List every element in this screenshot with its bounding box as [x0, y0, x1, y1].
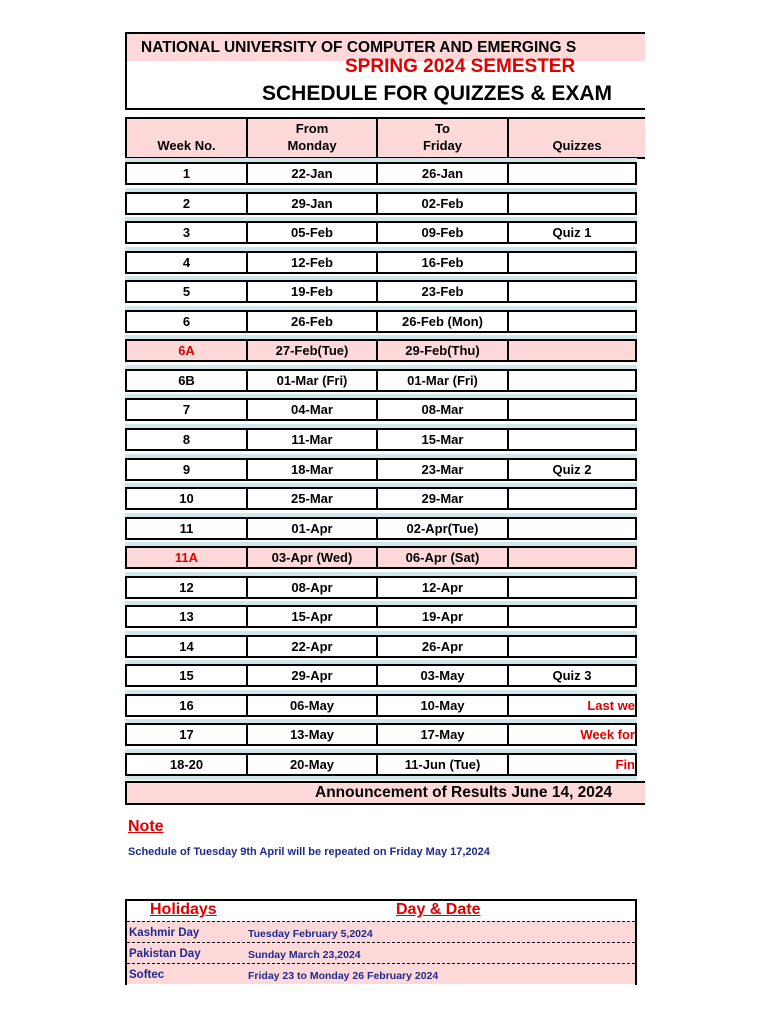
- cell-from: 15-Apr: [248, 607, 378, 626]
- cell-from: 12-Feb: [248, 253, 378, 272]
- cell-from: 18-Mar: [248, 460, 378, 479]
- row-separator: [125, 776, 637, 780]
- cell-week: 12: [127, 578, 248, 597]
- cell-week: 6A: [127, 341, 248, 360]
- university-name: NATIONAL UNIVERSITY OF COMPUTER AND EMERGING S: [127, 34, 645, 61]
- cell-from: 27-Feb(Tue): [248, 341, 378, 360]
- cell-quiz: Quiz 3: [552, 668, 592, 683]
- cell-week: 1: [127, 164, 248, 183]
- table-row: [125, 664, 637, 687]
- cell-week: 14: [127, 637, 248, 656]
- cell-to: 29-Feb(Thu): [378, 341, 509, 360]
- cell-to: 10-May: [378, 696, 509, 715]
- cell-quiz: [509, 282, 635, 301]
- cell-quiz: [509, 430, 635, 449]
- cell-week: 6: [127, 312, 248, 331]
- cell-quiz: Quiz 2: [552, 462, 592, 477]
- cell-quiz: [509, 341, 635, 360]
- cell-quiz: [509, 253, 635, 272]
- table-row: [125, 605, 637, 628]
- table-row: [125, 723, 637, 746]
- cell-to: 26-Feb (Mon): [378, 312, 509, 331]
- cell-to: 03-May: [378, 666, 509, 685]
- table-row: [125, 487, 637, 510]
- cell-week: 7: [127, 400, 248, 419]
- table-row: [125, 428, 637, 451]
- cell-to: 29-Mar: [378, 489, 509, 508]
- note-text: Schedule of Tuesday 9th April will be repeated on Friday May 17,2024: [128, 846, 490, 858]
- cell-to: 09-Feb: [378, 223, 509, 242]
- cell-from: 29-Apr: [248, 666, 378, 685]
- cell-to: 26-Jan: [378, 164, 509, 183]
- cell-from: 22-Jan: [248, 164, 378, 183]
- table-row: [125, 192, 637, 215]
- cell-week: 10: [127, 489, 248, 508]
- table-header: [125, 117, 645, 159]
- cell-from: 25-Mar: [248, 489, 378, 508]
- table-row: [125, 458, 637, 481]
- cell-from: 13-May: [248, 725, 378, 744]
- cell-week: 13: [127, 607, 248, 626]
- cell-from: 04-Mar: [248, 400, 378, 419]
- cell-from: 22-Apr: [248, 637, 378, 656]
- cell-from: 01-Mar (Fri): [248, 371, 378, 390]
- table-row: [125, 310, 637, 333]
- cell-week: 11: [127, 519, 248, 538]
- header-quizzes: Quizzes: [552, 138, 602, 153]
- table-row: [125, 753, 637, 776]
- cell-week: 6B: [127, 371, 248, 390]
- table-row: [125, 251, 637, 274]
- note-title: Note: [128, 818, 164, 835]
- cell-to: 16-Feb: [378, 253, 509, 272]
- holiday-row: Kashmir Day Tuesday February 5,2024: [127, 921, 635, 942]
- cell-week: 11A: [127, 548, 248, 567]
- cell-week: 2: [127, 194, 248, 213]
- cell-quiz: Quiz 1: [552, 225, 592, 240]
- cell-from: 20-May: [248, 755, 378, 774]
- cell-quiz: [509, 548, 635, 567]
- cell-from: 03-Apr (Wed): [248, 548, 378, 567]
- holidays-table: [125, 899, 637, 985]
- cell-to: 11-Jun (Tue): [378, 755, 509, 774]
- title-block: [125, 32, 645, 110]
- cell-week: 4: [127, 253, 248, 272]
- cell-quiz: [509, 312, 635, 331]
- cell-from: 08-Apr: [248, 578, 378, 597]
- holiday-row: Pakistan Day Sunday March 23,2024: [127, 942, 635, 963]
- cell-to: 06-Apr (Sat): [378, 548, 509, 567]
- cell-quiz: Last we: [587, 698, 635, 713]
- cell-quiz: [509, 637, 635, 656]
- semester-title: SPRING 2024 SEMESTER: [345, 56, 576, 77]
- cell-to: 08-Mar: [378, 400, 509, 419]
- cell-quiz: Week for: [580, 727, 635, 742]
- table-row: [125, 694, 637, 717]
- table-row: [125, 162, 637, 185]
- cell-to: 17-May: [378, 725, 509, 744]
- cell-week: 15: [127, 666, 248, 685]
- cell-quiz: [509, 519, 635, 538]
- cell-quiz: [509, 164, 635, 183]
- table-row: [125, 339, 637, 362]
- header-week: Week No.: [127, 119, 248, 157]
- cell-quiz: [509, 578, 635, 597]
- holidays-header-name: Holidays: [150, 901, 217, 918]
- cell-quiz: [509, 194, 635, 213]
- cell-week: 18-20: [127, 755, 248, 774]
- cell-to: 02-Apr(Tue): [378, 519, 509, 538]
- results-announcement: Announcement of Results June 14, 2024: [125, 781, 645, 805]
- table-row: [125, 221, 637, 244]
- cell-to: 01-Mar (Fri): [378, 371, 509, 390]
- cell-from: 01-Apr: [248, 519, 378, 538]
- holiday-row: Softec Friday 23 to Monday 26 February 2024: [127, 963, 635, 984]
- cell-to: 02-Feb: [378, 194, 509, 213]
- cell-from: 26-Feb: [248, 312, 378, 331]
- header-from: From Monday: [248, 119, 378, 157]
- cell-week: 3: [127, 223, 248, 242]
- cell-week: 16: [127, 696, 248, 715]
- cell-quiz: [509, 489, 635, 508]
- cell-from: 29-Jan: [248, 194, 378, 213]
- cell-from: 19-Feb: [248, 282, 378, 301]
- cell-to: 12-Apr: [378, 578, 509, 597]
- cell-to: 26-Apr: [378, 637, 509, 656]
- cell-quiz: [509, 371, 635, 390]
- holidays-header-date: Day & Date: [396, 901, 481, 918]
- table-row: [125, 280, 637, 303]
- table-row: [125, 517, 637, 540]
- cell-quiz: Fin: [615, 757, 635, 772]
- cell-to: 19-Apr: [378, 607, 509, 626]
- cell-week: 9: [127, 460, 248, 479]
- cell-to: 23-Mar: [378, 460, 509, 479]
- table-row: [125, 369, 637, 392]
- cell-from: 06-May: [248, 696, 378, 715]
- cell-week: 8: [127, 430, 248, 449]
- cell-from: 05-Feb: [248, 223, 378, 242]
- cell-quiz: [509, 400, 635, 419]
- cell-week: 17: [127, 725, 248, 744]
- cell-to: 23-Feb: [378, 282, 509, 301]
- cell-to: 15-Mar: [378, 430, 509, 449]
- cell-from: 11-Mar: [248, 430, 378, 449]
- table-row: [125, 398, 637, 421]
- table-row: [125, 635, 637, 658]
- holidays-header: [127, 901, 635, 921]
- cell-quiz: [509, 607, 635, 626]
- header-to: To Friday: [378, 119, 509, 157]
- cell-week: 5: [127, 282, 248, 301]
- table-row: [125, 546, 637, 569]
- schedule-title: SCHEDULE FOR QUIZZES & EXAM: [262, 82, 613, 105]
- table-row: [125, 576, 637, 599]
